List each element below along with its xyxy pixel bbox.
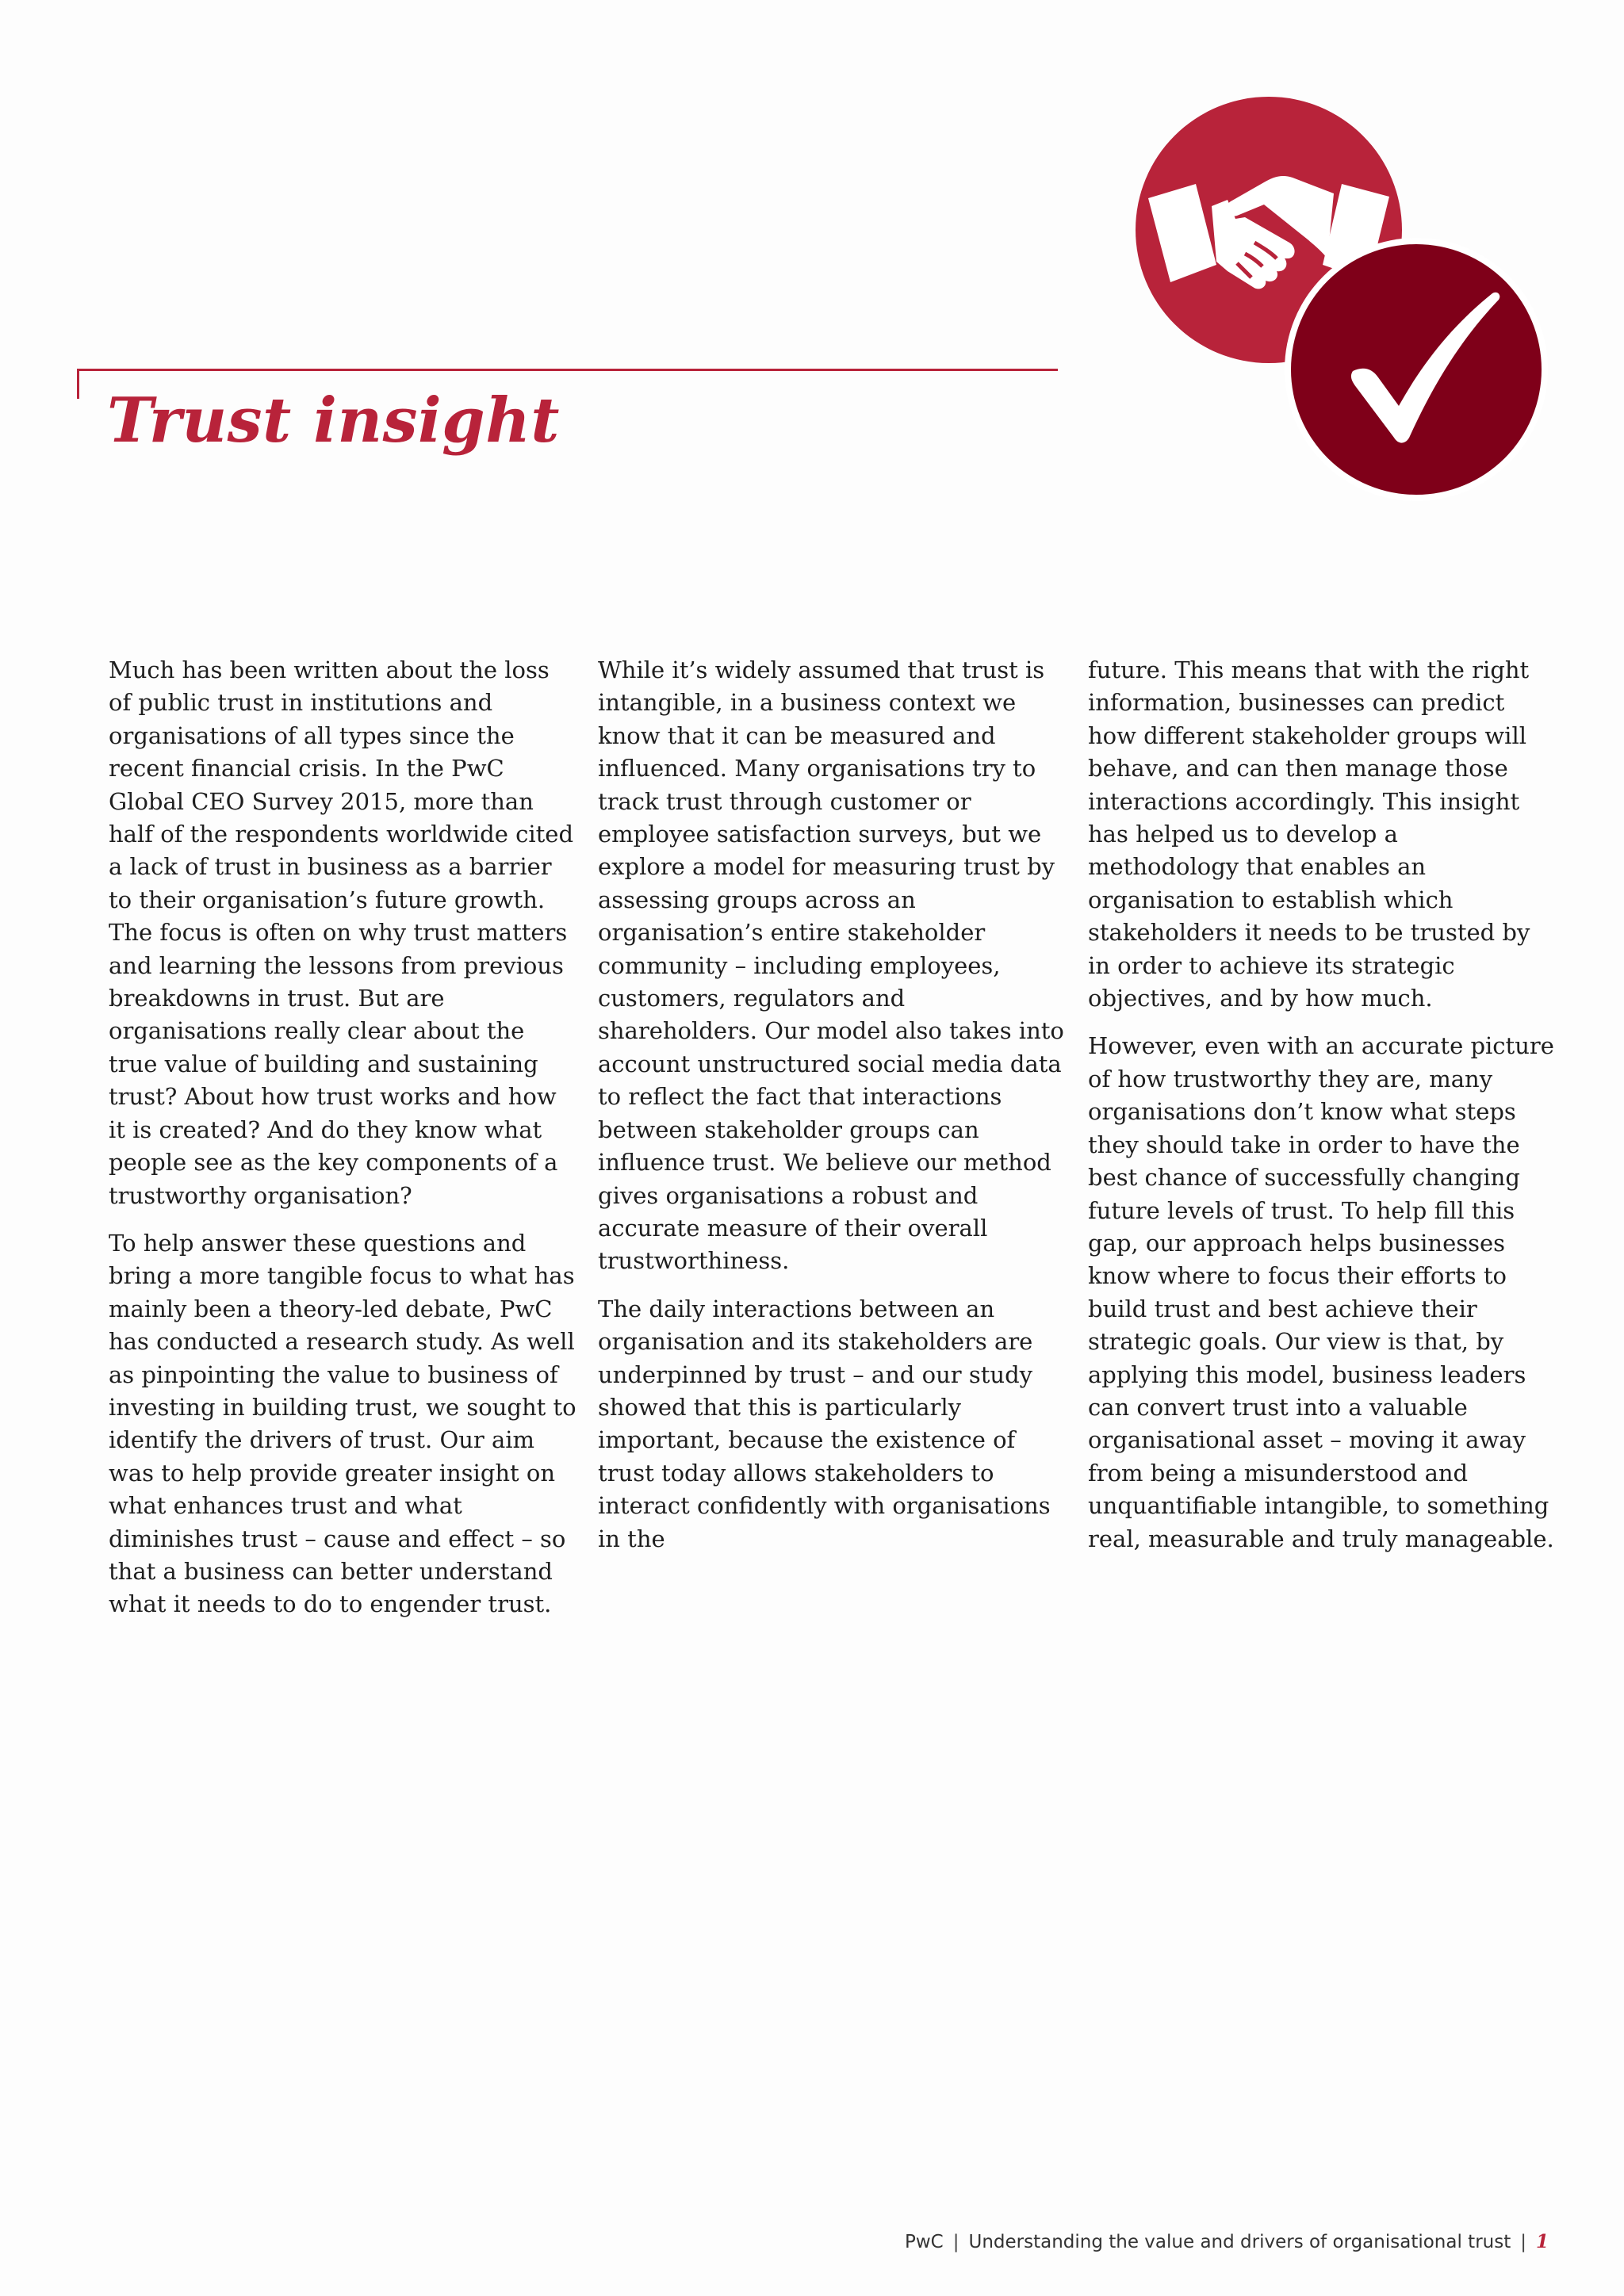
footer-brand: PwC: [904, 2232, 944, 2252]
paragraph: However, even with an accurate picture of how trustworthy they are, many organisations don’t know what steps they should take in order to have the best chance of successfully changing future levels of trust. To help fill this gap, our approach helps businesses know where to focus their efforts to build trust and best achieve their strategic goals. Our view is that, by applying this model, business leaders can convert trust into a valuable organisational asset – moving it away from being a misunderstood and unquantifiable intangible, to something real, measurable and truly manageable.: [1088, 1032, 1554, 1552]
title-rule: [77, 369, 1058, 371]
paragraph: Much has been written about the loss of public trust in institutions and organisations of all types since the recent financial crisis. In the PwC Global CEO Survey 2015, more than half of the respondents worldwide cited a lack of trust in business as a barrier to their organisation’s future growth. The focus is often on why trust matters and learning the lessons from previous breakdowns in trust. But are organisations really clear about the true value of building and sustaining trust? About how trust works and how it is created? And do they know what people see as the key components of a trustworthy organisation?: [109, 656, 574, 1209]
page-title: Trust insight: [107, 385, 560, 457]
title-rule-tick: [77, 369, 79, 399]
page-number: 1: [1535, 2231, 1549, 2252]
paragraph: future. This means that with the right information, businesses can predict how different stakeholder groups will behave, and can then manage those interactions accordingly. This insight has helped us to develop a methodology that enables an organisation to establish which stakeholders it needs to be trusted by in order to achieve its strategic objectives, and by how much.: [1088, 656, 1530, 1012]
text-column-1: [109, 654, 576, 1636]
page-footer: [905, 2231, 1549, 2252]
text-column-3: [1088, 654, 1556, 1571]
footer-separator: |: [1520, 2232, 1526, 2252]
paragraph: To help answer these questions and bring a more tangible focus to what has mainly been a theory-led debate, PwC has conducted a research study. As well as pinpointing the value to business of investing in building trust, we sought to identify the drivers of trust. Our aim was to help provide greater insight on what enhances trust and what diminishes trust – cause and effect – so that a business can better understand what it needs to do to engender trust.: [109, 1229, 576, 1618]
checkmark-icon: [1283, 236, 1549, 503]
text-column-2: [598, 654, 1066, 1571]
footer-doc-title: Understanding the value and drivers of organisational trust: [968, 2232, 1511, 2252]
paragraph: The daily interactions between an organisation and its stakeholders are underpinned by trust – and our study showed that this is particularly important, because the existence of trust today allows stakeholders to interact confidently with organisations in the: [598, 1295, 1051, 1552]
footer-separator: |: [952, 2232, 959, 2252]
paragraph: While it’s widely assumed that trust is intangible, in a business context we know that it can be measured and influenced. Many organisations try to track trust through customer or employee satisfaction surveys, but we explore a model for measuring trust by assessing groups across an organisation’s entire stakeholder community – including employees, customers, regulators and shareholders. Our model also takes into account unstructured social media data to reflect the fact that interactions between stakeholder groups can influence trust. We believe our method gives organisations a robust and accurate measure of their overall trustworthiness.: [598, 656, 1064, 1275]
